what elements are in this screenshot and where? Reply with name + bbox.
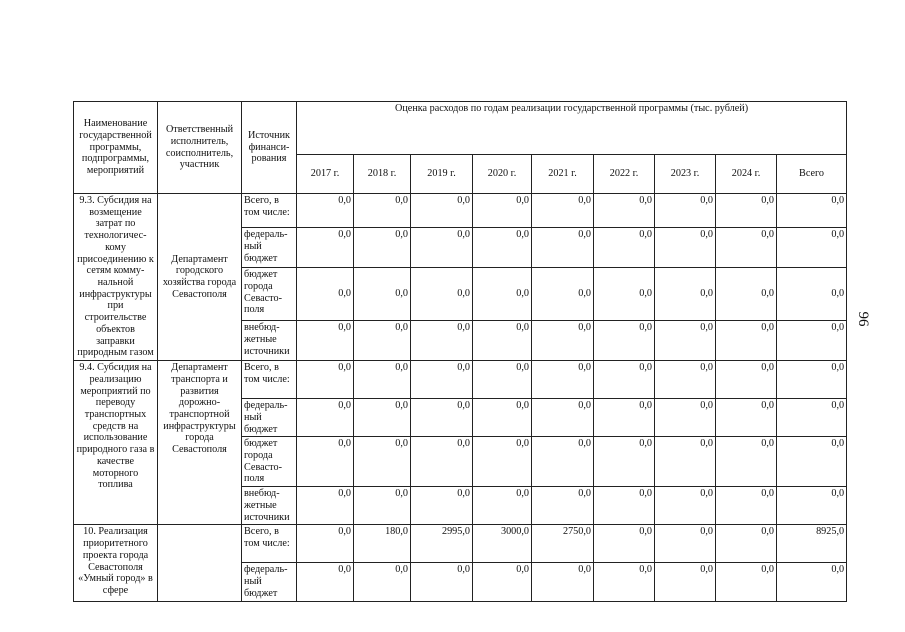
value-cell: 0,0 [473, 563, 532, 601]
value-cell: 3000,0 [473, 525, 532, 563]
value-cell: 0,0 [473, 361, 532, 399]
header-responsible: Ответственный исполнитель, соисполнитель, участник [158, 102, 242, 194]
value-cell: 0,0 [777, 268, 847, 321]
value-cell: 0,0 [777, 487, 847, 525]
value-cell: 0,0 [716, 437, 777, 487]
value-cell: 0,0 [777, 321, 847, 361]
row-source: бюджет города Севасто-поля [242, 268, 297, 321]
value-cell: 0,0 [354, 361, 411, 399]
value-cell: 0,0 [532, 399, 594, 437]
value-cell: 0,0 [473, 321, 532, 361]
section-name: 9.4. Субсидия на реализацию мероприятий по переводу транспортных средств на использование природного газа в качестве моторного топлива [74, 361, 158, 525]
header-total: Всего [777, 155, 847, 194]
value-cell: 0,0 [532, 487, 594, 525]
row-source: внебюд-жетные источники [242, 487, 297, 525]
value-cell: 0,0 [473, 437, 532, 487]
section-responsible: Департамент городского хозяйства города Севастополя [158, 194, 242, 361]
value-cell: 0,0 [716, 525, 777, 563]
header-year-2021: 2021 г. [532, 155, 594, 194]
value-cell: 0,0 [777, 228, 847, 268]
header-year-2019: 2019 г. [411, 155, 473, 194]
row-source: федераль-ный бюджет [242, 563, 297, 601]
value-cell: 0,0 [594, 525, 655, 563]
value-cell: 0,0 [473, 487, 532, 525]
value-cell: 0,0 [777, 563, 847, 601]
table-row [74, 525, 847, 563]
value-cell: 0,0 [297, 563, 354, 601]
section-name: 9.3. Субсидия на возмещение затрат по технологичес-кому присоединению к сетям комму-нальной инфраструктуры при строительстве объектов заправки природным газом [74, 194, 158, 361]
value-cell: 0,0 [411, 563, 473, 601]
value-cell: 0,0 [655, 228, 716, 268]
value-cell: 0,0 [716, 563, 777, 601]
value-cell: 0,0 [297, 228, 354, 268]
value-cell: 0,0 [716, 228, 777, 268]
header-name: Наименование государственной программы, подпрограммы, мероприятий [74, 102, 158, 194]
value-cell: 0,0 [655, 487, 716, 525]
value-cell: 0,0 [594, 194, 655, 228]
row-source: бюджет города Севасто-поля [242, 437, 297, 487]
value-cell: 0,0 [716, 268, 777, 321]
budget-table [73, 101, 847, 602]
header-year-2020: 2020 г. [473, 155, 532, 194]
value-cell: 0,0 [777, 361, 847, 399]
row-source: федераль-ный бюджет [242, 228, 297, 268]
section-responsible [158, 525, 242, 601]
value-cell: 0,0 [297, 194, 354, 228]
value-cell: 0,0 [411, 399, 473, 437]
value-cell: 0,0 [473, 268, 532, 321]
value-cell: 2750,0 [532, 525, 594, 563]
value-cell: 0,0 [354, 563, 411, 601]
value-cell: 0,0 [354, 399, 411, 437]
header-year-2017: 2017 г. [297, 155, 354, 194]
section-name: 10. Реализация приоритетного проекта города Севастополя «Умный город» в сфере [74, 525, 158, 601]
row-source: федераль-ный бюджет [242, 399, 297, 437]
value-cell: 0,0 [411, 487, 473, 525]
header-source: Источник финанси-рования [242, 102, 297, 194]
value-cell: 0,0 [411, 321, 473, 361]
value-cell: 0,0 [594, 487, 655, 525]
value-cell: 0,0 [594, 437, 655, 487]
row-source: Всего, в том числе: [242, 361, 297, 399]
value-cell: 0,0 [777, 194, 847, 228]
value-cell: 0,0 [297, 399, 354, 437]
value-cell: 0,0 [532, 361, 594, 399]
value-cell: 0,0 [655, 563, 716, 601]
value-cell: 0,0 [655, 361, 716, 399]
value-cell: 0,0 [297, 437, 354, 487]
value-cell: 0,0 [297, 268, 354, 321]
section-responsible: Департамент транспорта и развития дорожно-транспортной инфраструктуры города Севастополя [158, 361, 242, 525]
value-cell: 0,0 [354, 268, 411, 321]
value-cell: 0,0 [777, 399, 847, 437]
value-cell: 0,0 [297, 525, 354, 563]
value-cell: 0,0 [655, 399, 716, 437]
value-cell: 0,0 [411, 228, 473, 268]
value-cell: 0,0 [655, 525, 716, 563]
value-cell: 0,0 [354, 194, 411, 228]
value-cell: 0,0 [411, 437, 473, 487]
value-cell: 0,0 [297, 321, 354, 361]
value-cell: 8925,0 [777, 525, 847, 563]
value-cell: 0,0 [594, 399, 655, 437]
value-cell: 0,0 [777, 437, 847, 487]
value-cell: 0,0 [594, 361, 655, 399]
value-cell: 0,0 [297, 361, 354, 399]
value-cell: 0,0 [411, 361, 473, 399]
value-cell: 0,0 [473, 194, 532, 228]
value-cell: 0,0 [411, 194, 473, 228]
value-cell: 0,0 [532, 321, 594, 361]
value-cell: 0,0 [473, 399, 532, 437]
value-cell: 0,0 [532, 228, 594, 268]
value-cell: 0,0 [354, 437, 411, 487]
header-year-2024: 2024 г. [716, 155, 777, 194]
value-cell: 0,0 [473, 228, 532, 268]
value-cell: 0,0 [716, 399, 777, 437]
row-source: Всего, в том числе: [242, 194, 297, 228]
header-year-2018: 2018 г. [354, 155, 411, 194]
value-cell: 0,0 [655, 321, 716, 361]
value-cell: 0,0 [716, 321, 777, 361]
value-cell: 0,0 [655, 437, 716, 487]
value-cell: 0,0 [532, 268, 594, 321]
value-cell: 0,0 [411, 268, 473, 321]
header-year-2022: 2022 г. [594, 155, 655, 194]
value-cell: 0,0 [716, 487, 777, 525]
value-cell: 0,0 [594, 321, 655, 361]
value-cell: 0,0 [655, 268, 716, 321]
row-source: Всего, в том числе: [242, 525, 297, 563]
value-cell: 0,0 [354, 321, 411, 361]
value-cell: 0,0 [354, 487, 411, 525]
value-cell: 0,0 [354, 228, 411, 268]
value-cell: 0,0 [532, 437, 594, 487]
value-cell: 0,0 [594, 268, 655, 321]
value-cell: 0,0 [594, 563, 655, 601]
table-row [74, 194, 847, 228]
header-estimate: Оценка расходов по годам реализации государственной программы (тыс. рублей) [297, 102, 847, 155]
value-cell: 0,0 [655, 194, 716, 228]
value-cell: 2995,0 [411, 525, 473, 563]
value-cell: 0,0 [716, 361, 777, 399]
value-cell: 0,0 [594, 228, 655, 268]
value-cell: 0,0 [297, 487, 354, 525]
header-year-2023: 2023 г. [655, 155, 716, 194]
row-source: внебюд-жетные источники [242, 321, 297, 361]
value-cell: 180,0 [354, 525, 411, 563]
page-number: 96 [855, 311, 871, 327]
value-cell: 0,0 [532, 194, 594, 228]
table-row [74, 361, 847, 399]
value-cell: 0,0 [532, 563, 594, 601]
value-cell: 0,0 [716, 194, 777, 228]
